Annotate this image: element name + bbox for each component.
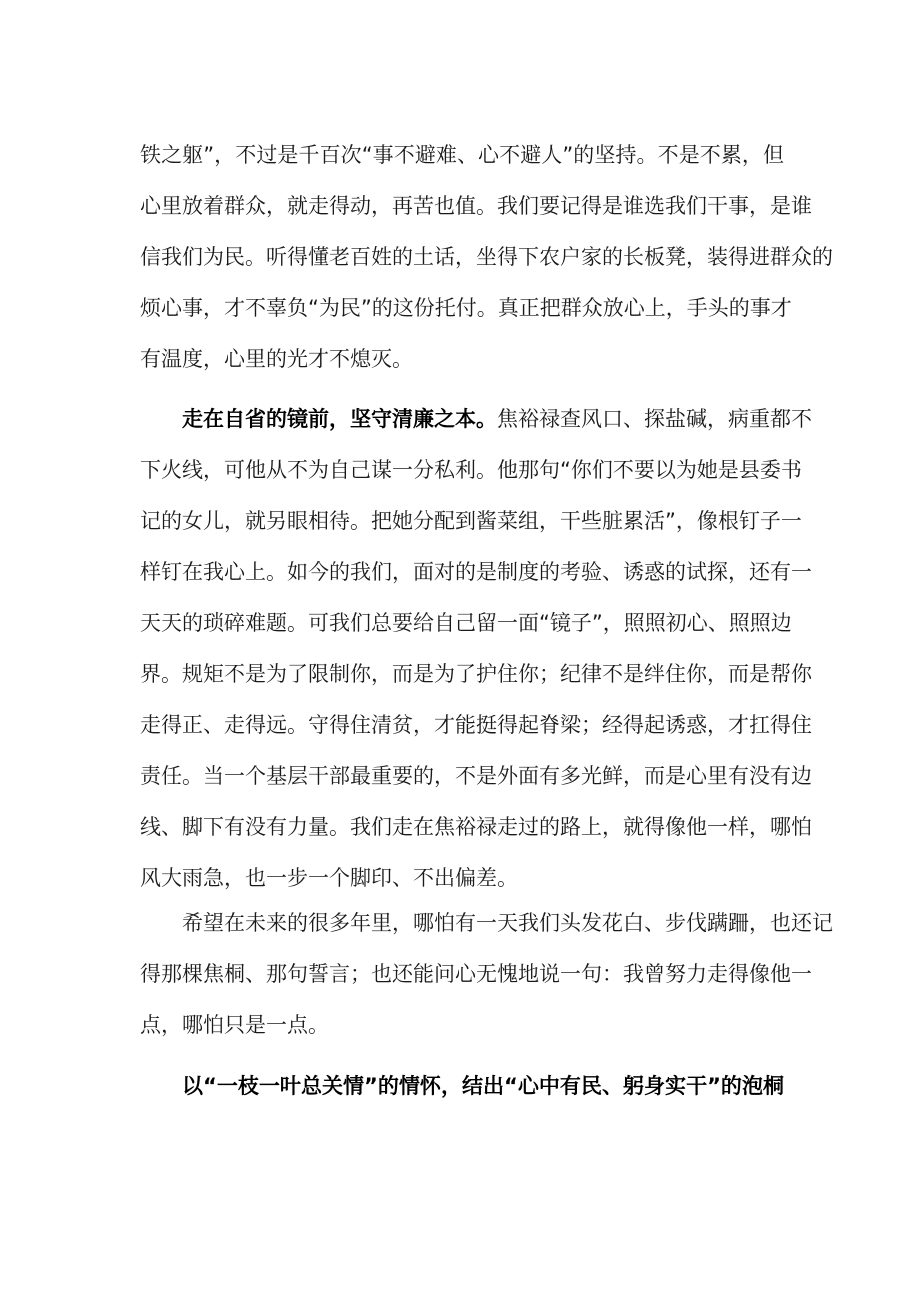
text-line: 烦心事，才不辜负“为民”的这份托付。真正把群众放心上，手头的事才 xyxy=(140,296,792,320)
text-line: 走得正、走得远。守得住清贫，才能挺得起脊梁；经得起诱惑，才扛得住 xyxy=(140,713,812,737)
text-line xyxy=(140,394,812,445)
text-line: 责任。当一个基层干部最重要的，不是外面有多光鲜，而是心里有没有边 xyxy=(140,764,812,788)
text-line: 样钉在我心上。如今的我们，面对的是制度的考验、诱惑的试探，还有一 xyxy=(140,560,812,584)
section-heading: 以“一枝一叶总关情”的情怀，结出“心中有民、躬身实干”的泡桐 xyxy=(182,1074,784,1098)
text-line: 信我们为民。听得懂老百姓的土话，坐得下农户家的长板凳，装得进群众的 xyxy=(140,245,833,269)
text-line: 天天的琐碎难题。可我们总要给自己留一面“镜子”，照照初心、照照边 xyxy=(140,611,792,635)
text-line: 下火线，可他从不为自己谋一分私利。他那句“你们不要以为她是县委书 xyxy=(140,458,802,482)
text-line: 得那棵焦桐、那句誓言；也还能问心无愧地说一句：我曾努力走得像他一 xyxy=(140,962,812,986)
paragraph-people-first xyxy=(140,130,833,385)
text-fragment: 焦裕禄查风口、探盐碱，病重都不 xyxy=(497,407,812,431)
text-line: 心里放着群众，就走得动，再苦也值。我们要记得是谁选我们干事，是谁 xyxy=(140,194,812,218)
text-line: 希望在未来的很多年里，哪怕有一天我们头发花白、步伐蹒跚，也还记 xyxy=(182,911,833,935)
text-line: 记的女儿，就另眼相待。把她分配到酱菜组，干些脏累活”，像根钉子一 xyxy=(140,509,802,533)
text-line: 铁之躯”，不过是千百次“事不避难、心不避人”的坚持。不是不累，但 xyxy=(140,143,784,167)
paragraph-integrity xyxy=(140,394,812,904)
text-line: 线、脚下有没有力量。我们走在焦裕禄走过的路上，就得像他一样，哪怕 xyxy=(140,815,812,839)
text-line: 风大雨急，也一步一个脚印、不出偏差。 xyxy=(140,866,518,890)
section-heading: 走在自省的镜前，坚守清廉之本。 xyxy=(182,407,497,431)
text-line: 界。规矩不是为了限制你，而是为了护住你；纪律不是绊住你，而是帮你 xyxy=(140,662,812,686)
paragraph-hope xyxy=(140,898,833,1051)
paragraph-closing-heading xyxy=(140,1061,784,1112)
text-line: 点，哪怕只是一点。 xyxy=(140,1013,329,1037)
text-line: 有温度，心里的光才不熄灭。 xyxy=(140,347,413,371)
